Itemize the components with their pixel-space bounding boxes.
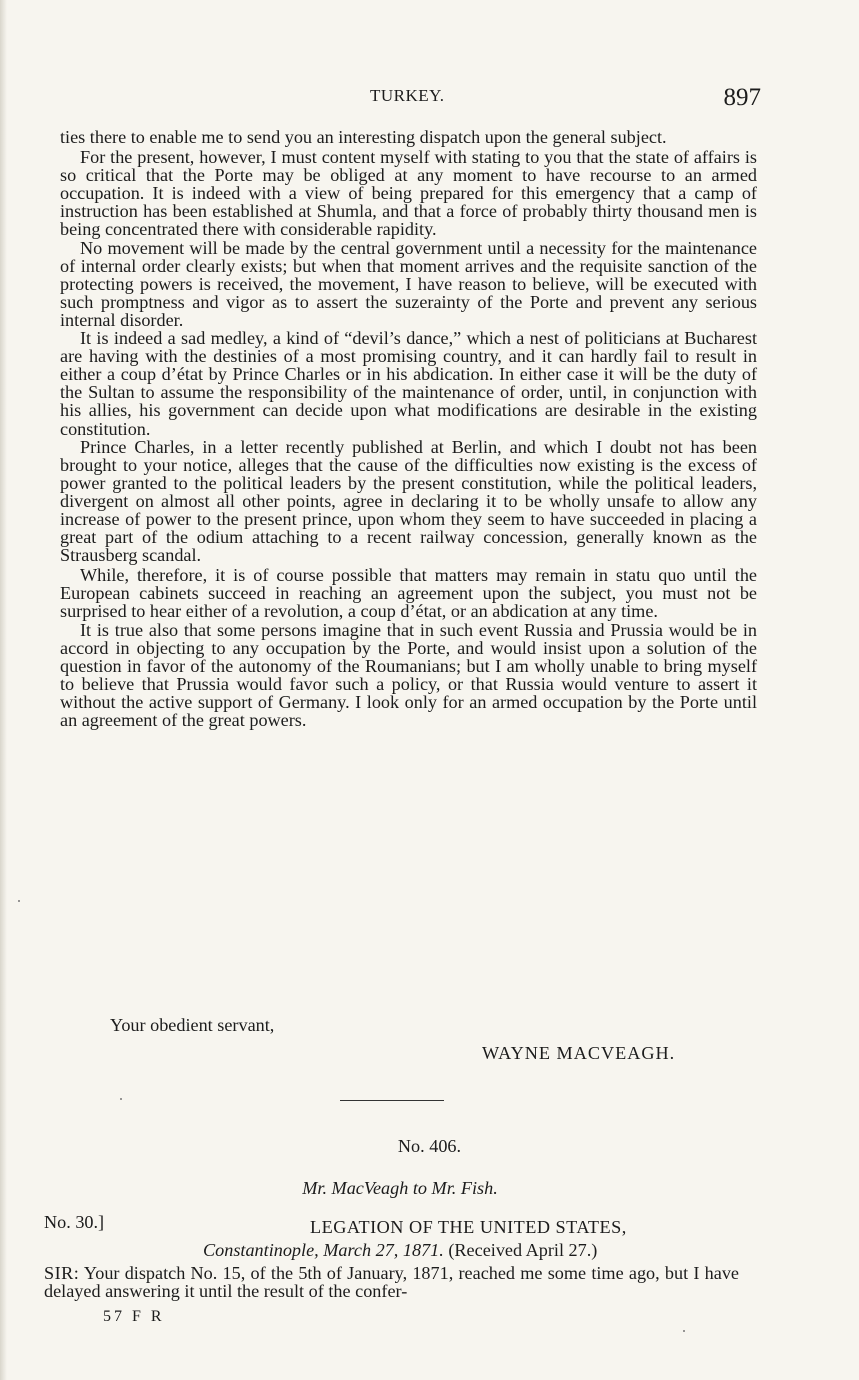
dateline (203, 1240, 597, 1261)
paper-speck (120, 1098, 122, 1100)
letter-opening (44, 1264, 739, 1300)
paragraph-statu-quo: While, therefore, it is of course possible that matters may remain in statu quo until the European cabinets succeed in reaching an agreement upon the subject, you must not be surprised to hear either of a revolution, a coup d’état, or an abdication at any time. (60, 565, 757, 622)
paragraph-armed-occupation: For the present, however, I must content myself with stating to you that the state of affairs is so critical that the Porte may be obliged at any moment to have recourse to an armed occupation. It is indeed with a view of being prepared for this emergency that a camp of instruction has been established at Shumla, and that a force of probably thirty thousand men is being concentrated there with considerable rapidity. (60, 147, 757, 240)
paper-speck (683, 1330, 685, 1332)
page-header (0, 84, 859, 118)
section-divider (340, 1100, 444, 1101)
document-title: Mr. MacVeagh to Mr. Fish. (302, 1178, 498, 1198)
opening-text: Your dispatch No. 15, of the 5th of January, 1871, reached me some time ago, but I have delayed answering it until the result of the confer- (44, 1263, 739, 1302)
dispatch-reference: No. 30.] (44, 1212, 105, 1232)
body-text (60, 128, 757, 729)
salutation: SIR: (44, 1263, 80, 1283)
received-date: (Received April 27.) (448, 1240, 598, 1260)
paragraph-russia-prussia: It is true also that some persons imagine that in such event Russia and Prussia would be in accord in objecting to any occupation by the Porte, and would insist upon a solution of the question in favor of the autonomy of the Roumanians; but I am wholly unable to bring myself to believe that Prussia would favor such a policy, or that Russia would venture to assert it without the active support of Germany. I look only for an armed occupation by the Porte until an agreement of the great powers. (60, 619, 757, 730)
complimentary-close: Your obedient servant, (110, 1015, 275, 1035)
paragraph-central-government: No movement will be made by the central government until a necessity for the maintenance of internal order clearly exists; but when that moment arrives and the requisite sanction of the protecting powers is received, the movement, I have reason to believe, will be executed with such promptness and vigor as to assert the suzerainty of the Porte and prevent any serious internal disorder. (60, 237, 757, 330)
paragraph-prince-charles: Prince Charles, in a letter recently published at Berlin, and which I doubt not has been brought to your notice, alleges that the cause of the difficulties now existing is the excess of power granted to the political leaders by the present constitution, while the political leaders, divergent on almost all other points, agree in declaring it to be wholly unsafe to allow any increase of power to the present prince, upon whom they seem to have succeeded in placing a great part of the odium attaching to a recent railway concession, generally known as the Strausberg scandal. (60, 436, 757, 566)
printer-signature-mark: 57 F R (103, 1308, 165, 1325)
place-date: Constantinople, March 27, 1871. (203, 1240, 444, 1260)
running-title: TURKEY. (370, 86, 445, 105)
paragraph-continuation: ties there to enable me to send you an interesting dispatch upon the general subject. (60, 127, 667, 147)
document-number: No. 406. (397, 1136, 462, 1156)
paragraph-devils-dance: It is indeed a sad medley, a kind of “devil’s dance,” which a nest of politicians at Bucharest are having with the destinies of a most promising country, and it can hardly fail to result in either a coup d’état by Prince Charles or in his abdication. In either case it will be the duty of the Sultan to assume the responsibility of the maintenance of order, until, in conjunction with his allies, his government can decide upon what modifications are desirable in the existing constitution. (60, 328, 757, 439)
legation-heading: LEGATION OF THE UNITED STATES, (310, 1217, 627, 1237)
page-number: 897 (723, 84, 761, 111)
binding-edge (0, 0, 7, 1380)
signature: WAYNE MACVEAGH. (482, 1043, 676, 1063)
paper-speck (18, 900, 20, 902)
